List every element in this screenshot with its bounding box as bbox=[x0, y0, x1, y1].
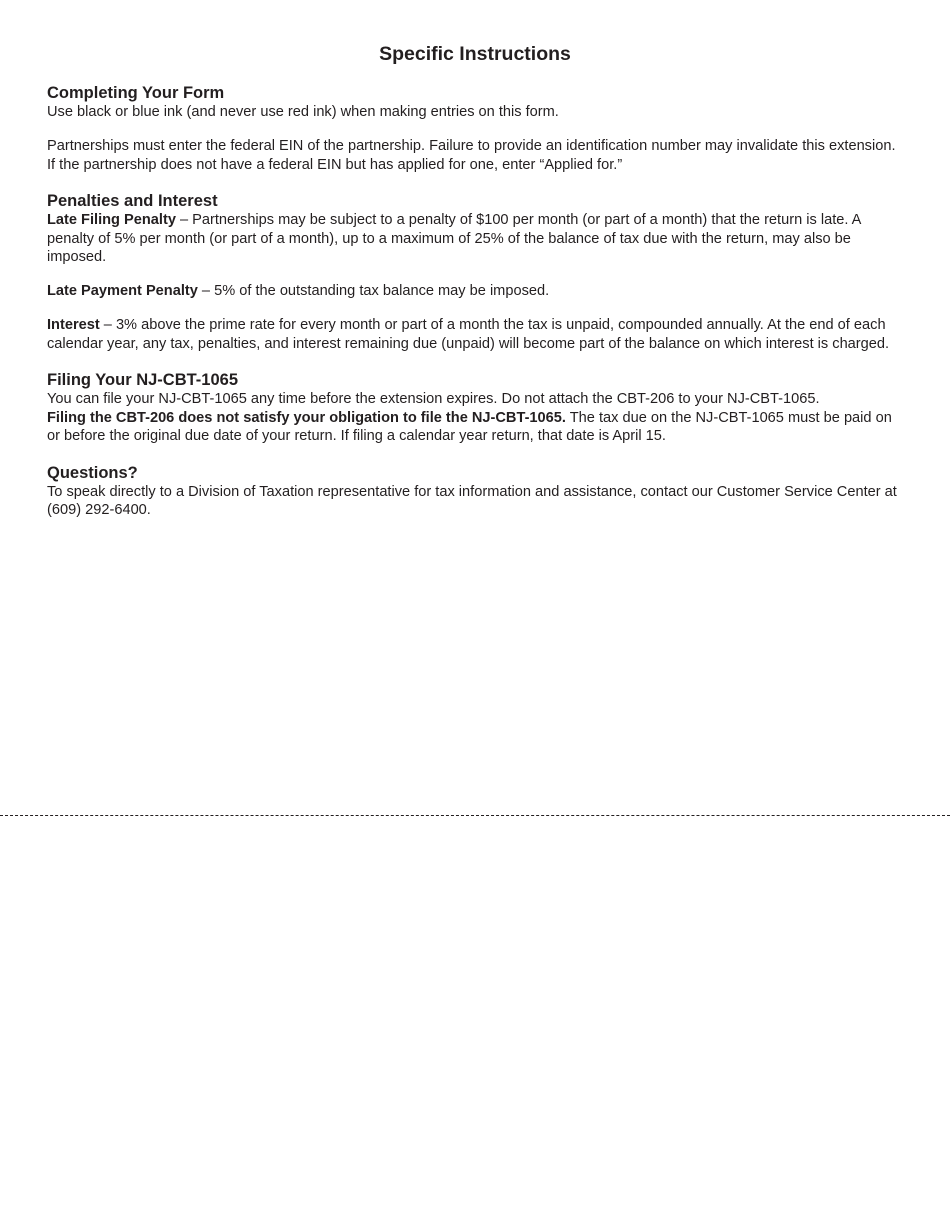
late-payment-penalty-lead: Late Payment Penalty bbox=[47, 283, 198, 299]
filing-obligation bbox=[47, 409, 905, 446]
section-completing-your-form bbox=[47, 83, 905, 174]
contact-info: To speak directly to a Division of Taxation representative for tax information and assistance, contact our Customer Service Center at (609) 292-6400. bbox=[47, 483, 897, 518]
page-title: Specific Instructions bbox=[379, 43, 571, 65]
section-penalties-and-interest bbox=[47, 191, 905, 353]
interest-paragraph bbox=[47, 316, 905, 353]
filing-obligation-text: The tax due on the NJ-CBT-1065 must be paid on or before the original due date of your return. If filing a calendar year return, that date is April 15. bbox=[47, 409, 892, 444]
instructions-content bbox=[47, 83, 905, 537]
section-questions bbox=[47, 463, 905, 520]
section-heading: Completing Your Form bbox=[47, 84, 225, 102]
late-filing-penalty-text: – Partnerships may be subject to a penalty of $100 per month (or part of a month) that the return is late. A penalty of 5% per month (or part of a month), up to a maximum of 25% of the balance of tax due with the return, may also be imposed. bbox=[47, 212, 861, 265]
section-heading: Penalties and Interest bbox=[47, 192, 218, 210]
ein-instruction: Partnerships must enter the federal EIN of the partnership. Failure to provide an identification number may invalidate this extension. If the partnership does not have a federal EIN but has applied for one, enter “Applied for.” bbox=[47, 138, 896, 173]
section-heading: Questions? bbox=[47, 463, 138, 482]
late-payment-penalty bbox=[47, 282, 905, 301]
interest-text: – 3% above the prime rate for every month or part of a month the tax is unpaid, compounded annually. At the end of each calendar year, any tax, penalties, and interest remaining due (unpaid) will become part of the balance on which interest is charged. bbox=[47, 317, 890, 352]
section-filing-your-return bbox=[47, 370, 905, 446]
interest-lead: Interest bbox=[47, 317, 100, 333]
filing-obligation-bold: Filing the CBT-206 does not satisfy your obligation to file the NJ-CBT-1065. bbox=[47, 409, 566, 426]
filing-timing: You can file your NJ-CBT-1065 any time before the extension expires. Do not attach the CBT-206 to your NJ-CBT-1065. bbox=[47, 391, 820, 407]
late-payment-penalty-text: – 5% of the outstanding tax balance may be imposed. bbox=[197, 283, 550, 299]
dashed-cut-line bbox=[0, 815, 950, 816]
section-heading: Filing Your NJ-CBT-1065 bbox=[47, 371, 239, 389]
late-filing-penalty-lead: Late Filing Penalty bbox=[47, 212, 176, 228]
late-filing-penalty bbox=[47, 211, 905, 267]
ink-instruction: Use black or blue ink (and never use red ink) when making entries on this form. bbox=[47, 104, 559, 120]
